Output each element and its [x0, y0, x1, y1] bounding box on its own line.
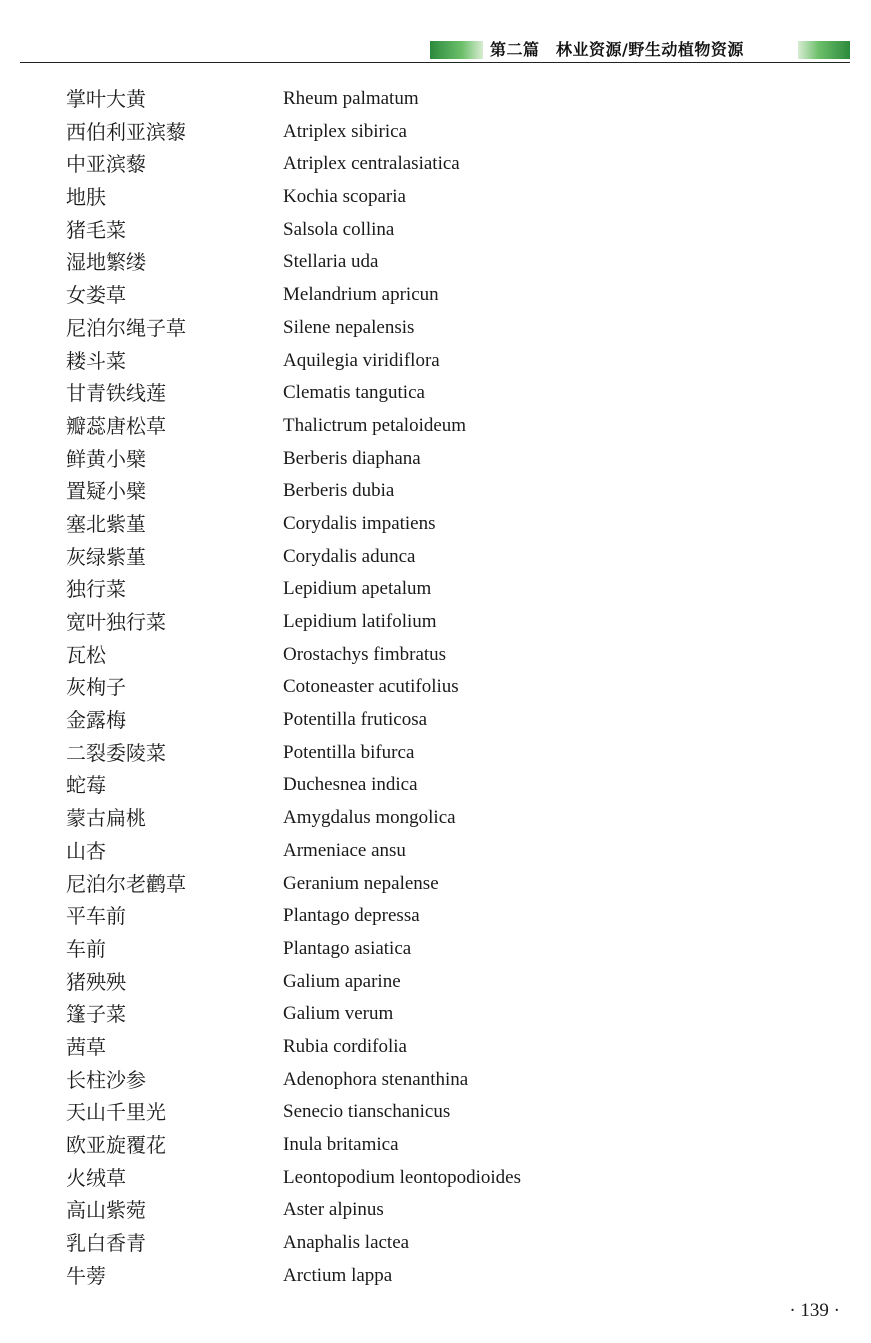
- species-row: [0, 966, 871, 999]
- species-latin-name: Corydalis adunca: [283, 545, 416, 567]
- species-chinese-name: 女娄草: [66, 283, 126, 308]
- page-number: · 139 ·: [789, 1300, 840, 1321]
- species-latin-name: Senecio tianschanicus: [283, 1101, 451, 1123]
- species-latin-name: Galium aparine: [283, 970, 401, 992]
- species-latin-name: Adenophora stenanthina: [283, 1068, 469, 1090]
- species-row: [0, 279, 871, 312]
- species-row: [0, 802, 871, 835]
- species-chinese-name: 蒙古扁桃: [66, 806, 146, 831]
- species-chinese-name: 牛蒡: [66, 1263, 106, 1288]
- species-latin-name: Duchesnea indica: [283, 774, 418, 796]
- species-chinese-name: 鲜黄小檗: [66, 446, 146, 471]
- species-row: [0, 246, 871, 279]
- species-chinese-name: 西伯利亚滨藜: [66, 119, 186, 144]
- species-latin-name: Plantago asiatica: [283, 937, 412, 959]
- species-chinese-name: 篷子菜: [66, 1002, 126, 1027]
- species-latin-name: Berberis diaphana: [283, 447, 421, 469]
- species-chinese-name: 火绒草: [66, 1165, 126, 1190]
- species-latin-name: Anaphalis lactea: [283, 1232, 410, 1254]
- species-row: [0, 312, 871, 345]
- species-latin-name: Atriplex sibirica: [283, 120, 407, 142]
- species-latin-name: Kochia scoparia: [283, 186, 406, 208]
- species-row: [0, 606, 871, 639]
- header-title: 第二篇 林业资源/野生动植物资源: [490, 40, 744, 59]
- species-latin-name: Galium verum: [283, 1003, 394, 1025]
- species-chinese-name: 欧亚旋覆花: [66, 1133, 166, 1157]
- species-latin-name: Stellaria uda: [283, 251, 379, 273]
- species-chinese-name: 宽叶独行菜: [66, 610, 166, 634]
- species-latin-name: Atriplex centralasiatica: [283, 153, 460, 175]
- species-latin-name: Thalictrum petaloideum: [283, 414, 467, 436]
- species-row: [0, 1064, 871, 1097]
- species-row: [0, 410, 871, 443]
- species-row: [0, 933, 871, 966]
- species-chinese-name: 二裂委陵菜: [66, 740, 166, 765]
- species-row: [0, 900, 871, 933]
- species-row: [0, 1260, 871, 1293]
- species-row: [0, 639, 871, 672]
- species-latin-name: Geranium nepalense: [283, 872, 439, 894]
- species-row: [0, 83, 871, 116]
- species-chinese-name: 灰绿紫堇: [66, 544, 146, 569]
- species-row: [0, 704, 871, 737]
- species-row: [0, 345, 871, 378]
- species-row: [0, 1129, 871, 1162]
- species-row: [0, 737, 871, 770]
- species-row: [0, 508, 871, 541]
- species-latin-name: Arctium lappa: [283, 1264, 393, 1286]
- species-row: [0, 148, 871, 181]
- species-chinese-name: 高山紫菀: [66, 1198, 146, 1223]
- species-chinese-name: 甘青铁线莲: [66, 381, 166, 406]
- species-chinese-name: 瓦松: [66, 642, 106, 667]
- species-latin-name: Melandrium apricun: [283, 284, 439, 306]
- species-row: [0, 1031, 871, 1064]
- species-latin-name: Plantago depressa: [283, 905, 420, 927]
- species-latin-name: Potentilla fruticosa: [283, 709, 428, 731]
- species-row: [0, 573, 871, 606]
- species-chinese-name: 长柱沙参: [66, 1067, 146, 1092]
- species-chinese-name: 地肤: [66, 185, 106, 210]
- species-chinese-name: 掌叶大黄: [66, 87, 146, 111]
- species-latin-name: Salsola collina: [283, 218, 395, 240]
- species-latin-name: Potentilla bifurca: [283, 741, 415, 763]
- species-chinese-name: 灰栒子: [66, 675, 126, 700]
- species-row: [0, 1227, 871, 1260]
- species-latin-name: Lepidium apetalum: [283, 578, 432, 600]
- species-chinese-name: 尼泊尔绳子草: [66, 315, 186, 340]
- species-row: [0, 769, 871, 802]
- species-chinese-name: 湿地繁缕: [66, 250, 146, 275]
- species-latin-name: Armeniace ansu: [283, 839, 406, 861]
- species-chinese-name: 猪毛菜: [66, 217, 126, 242]
- species-chinese-name: 塞北紫堇: [66, 511, 146, 536]
- species-latin-name: Amygdalus mongolica: [283, 807, 456, 829]
- species-row: [0, 671, 871, 704]
- species-chinese-name: 瓣蕊唐松草: [66, 413, 166, 438]
- species-chinese-name: 蛇莓: [66, 773, 106, 798]
- species-chinese-name: 金露梅: [66, 708, 126, 733]
- species-latin-name: Lepidium latifolium: [283, 611, 437, 632]
- species-row: [0, 1194, 871, 1227]
- species-row: [0, 998, 871, 1031]
- species-latin-name: Aster alpinus: [283, 1199, 384, 1221]
- running-header: [0, 0, 871, 64]
- species-latin-name: Clematis tangutica: [283, 382, 425, 404]
- species-latin-name: Leontopodium leontopodioides: [283, 1166, 522, 1188]
- species-row: [0, 868, 871, 901]
- species-row: [0, 541, 871, 574]
- header-rule: [20, 62, 850, 63]
- species-list: [0, 83, 871, 1292]
- species-latin-name: Aquilegia viridiflora: [283, 349, 440, 371]
- species-row: [0, 1096, 871, 1129]
- species-row: [0, 181, 871, 214]
- species-chinese-name: 置疑小檗: [66, 479, 146, 504]
- species-latin-name: Cotoneaster acutifolius: [283, 676, 459, 698]
- species-chinese-name: 天山千里光: [66, 1100, 166, 1125]
- species-row: [0, 377, 871, 410]
- species-latin-name: Rheum palmatum: [283, 88, 419, 109]
- species-chinese-name: 乳白香青: [66, 1231, 146, 1256]
- species-chinese-name: 茜草: [66, 1034, 106, 1059]
- species-chinese-name: 山杏: [66, 838, 106, 863]
- header-decor-bar-right: [798, 41, 850, 59]
- species-row: [0, 475, 871, 508]
- species-chinese-name: 猪殃殃: [66, 969, 126, 994]
- species-row: [0, 116, 871, 149]
- species-chinese-name: 耧斗菜: [66, 348, 126, 373]
- species-latin-name: Orostachys fimbratus: [283, 643, 447, 665]
- species-latin-name: Corydalis impatiens: [283, 512, 436, 534]
- species-row: [0, 214, 871, 247]
- species-chinese-name: 中亚滨藜: [66, 152, 146, 177]
- header-decor-bar-left: [430, 41, 483, 59]
- species-latin-name: Silene nepalensis: [283, 316, 415, 338]
- species-chinese-name: 尼泊尔老鹳草: [66, 871, 186, 896]
- species-chinese-name: 车前: [66, 936, 106, 961]
- species-latin-name: Berberis dubia: [283, 480, 395, 502]
- species-latin-name: Inula britamica: [283, 1134, 399, 1155]
- species-row: [0, 835, 871, 868]
- species-row: [0, 1162, 871, 1195]
- species-chinese-name: 独行菜: [66, 577, 126, 602]
- species-latin-name: Rubia cordifolia: [283, 1035, 407, 1057]
- species-chinese-name: 平车前: [66, 904, 126, 929]
- species-row: [0, 443, 871, 476]
